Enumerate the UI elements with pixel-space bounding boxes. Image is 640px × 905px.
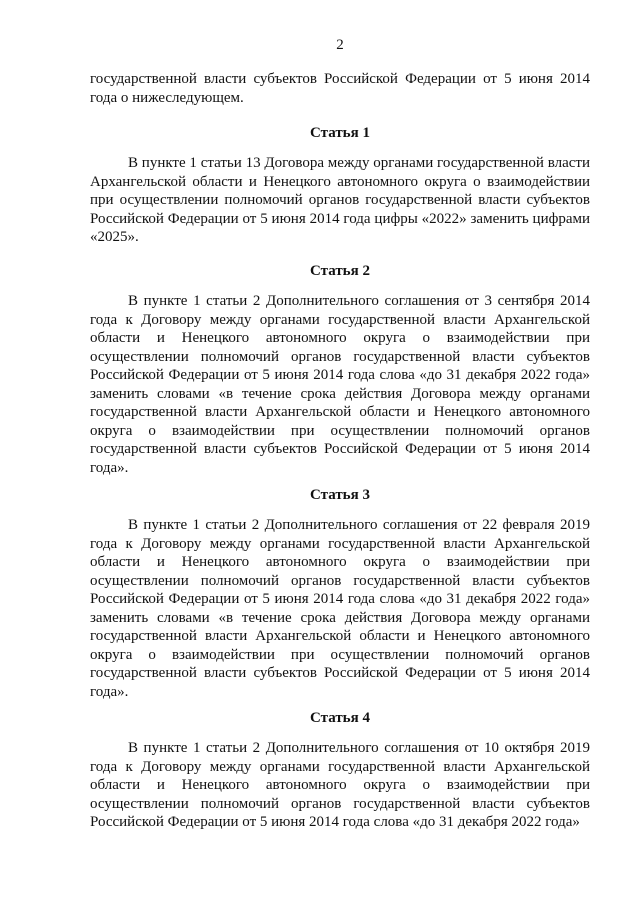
page-number: 2 [336,37,344,53]
document-page [90,0,590,905]
article-3-text: В пункте 1 статьи 2 Дополнительного соглашения от 22 февраля 2019 года к Договору между органами государственной власти Архангельской области и Ненецкого автономного округа о взаимодействии при осуществлении полномочий органов государственной власти субъектов Российской Федерации от 5 июня 2014 года слова «до 31 декабря 2022 года» заменить словами «в течение срока действия Договора между органами государственной власти Архангельской области и Ненецкого автономного округа о взаимодействии при осуществлении полномочий органов государственной власти субъектов Российской Федерации от 5 июня 2014 года». [90,517,590,700]
article-4-title: Статья 4 [310,710,370,726]
article-2-text: В пункте 1 статьи 2 Дополнительного соглашения от 3 сентября 2014 года к Договору между органами государственной власти Архангельской области и Ненецкого автономного округа о взаимодействии при осуществлении полномочий органов государственной власти субъектов Российской Федерации от 5 июня 2014 года слова «до 31 декабря 2022 года» заменить словами «в течение срока действия Договора между органами государственной власти Архангельской области и Ненецкого автономного округа о взаимодействии при осуществлении полномочий органов государственной власти субъектов Российской Федерации от 5 июня 2014 года». [90,293,590,476]
intro-paragraph: государственной власти субъектов Российской Федерации от 5 июня 2014 года о нижеследующем. [90,71,590,106]
article-2-title: Статья 2 [310,263,370,279]
article-3-title: Статья 3 [310,487,370,503]
article-1-title: Статья 1 [310,125,370,141]
article-1-text: В пункте 1 статьи 13 Договора между органами государственной власти Архангельской области и Ненецкого автономного округа о взаимодействии при осуществлении полномочий органов государственной власти субъектов Российской Федерации от 5 июня 2014 года цифры «2022» заменить цифрами «2025». [90,155,590,245]
article-4-text: В пункте 1 статьи 2 Дополнительного соглашения от 10 октября 2019 года к Договору между органами государственной власти Архангельской области и Ненецкого автономного округа о взаимодействии при осуществлении полномочий органов государственной власти субъектов Российской Федерации от 5 июня 2014 года слова «до 31 декабря 2022 года» [90,740,590,830]
